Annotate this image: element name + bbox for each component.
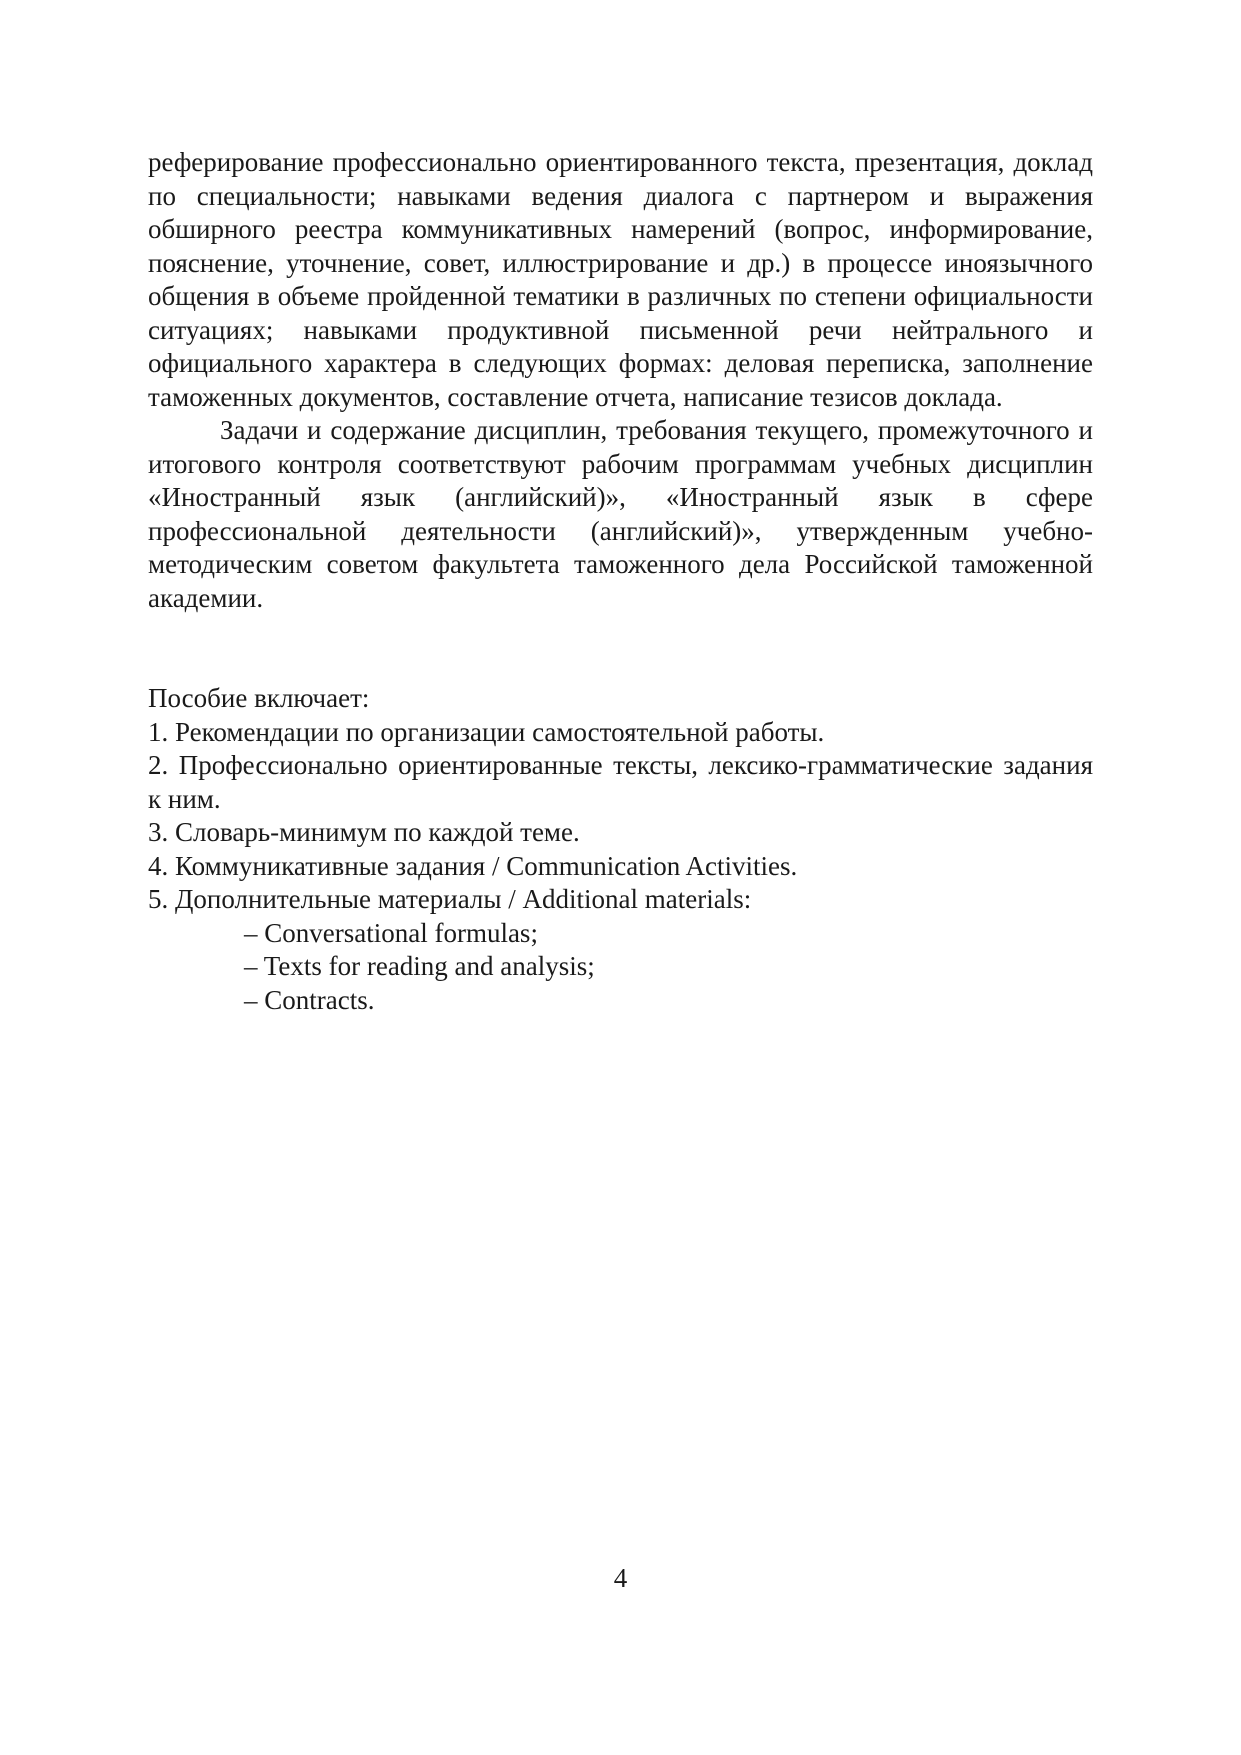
page-number: 4 bbox=[613, 1563, 628, 1593]
section-spacer bbox=[148, 615, 1093, 682]
list-item: 5. Дополнительные материалы / Additional materials: bbox=[148, 884, 752, 914]
body-paragraph: Задачи и содержание дисциплин, требования текущего, промежуточного и итогового контроля соответствуют рабочим программам учебных дисциплин «Иностранный язык (английский)», «Иностранный язык в сфере профессиональной деятельности (английский)», утвержденным учебно-методическим советом факультета таможенного дела Российской таможенной академии. bbox=[148, 415, 1093, 613]
list-item: 2. Профессионально ориентированные тексты, лексико-грамматические задания к ним. bbox=[148, 750, 1093, 814]
list-item: 3. Словарь-минимум по каждой теме. bbox=[148, 817, 580, 847]
additional-materials-list bbox=[148, 917, 1093, 1018]
contents-list bbox=[148, 716, 1093, 917]
list-item: 1. Рекомендации по организации самостоятельной работы. bbox=[148, 716, 825, 747]
page-content bbox=[148, 146, 1093, 1017]
sub-list-item: – Contracts. bbox=[244, 984, 375, 1015]
list-item: 4. Коммуникативные задания / Communication Activities. bbox=[148, 850, 798, 881]
contents-heading: Пособие включает: bbox=[148, 683, 370, 713]
sub-list-item: – Texts for reading and analysis; bbox=[244, 951, 595, 981]
body-paragraph: реферирование профессионально ориентированного текста, презентация, доклад по специальности; навыками ведения диалога с партнером и выражения обширного реестра коммуникативных намерений (вопрос, информирование, пояснение, уточнение, совет, иллюстрирование и др.) в процессе иноязычного общения в объеме пройденной тематики в различных по степени официальности ситуациях; навыками продуктивной письменной речи нейтрального и официального характера в следующих формах: деловая переписка, заполнение таможенных документов, составление отчета, написание тезисов доклада. bbox=[148, 147, 1093, 412]
sub-list-item: – Conversational formulas; bbox=[244, 917, 538, 948]
